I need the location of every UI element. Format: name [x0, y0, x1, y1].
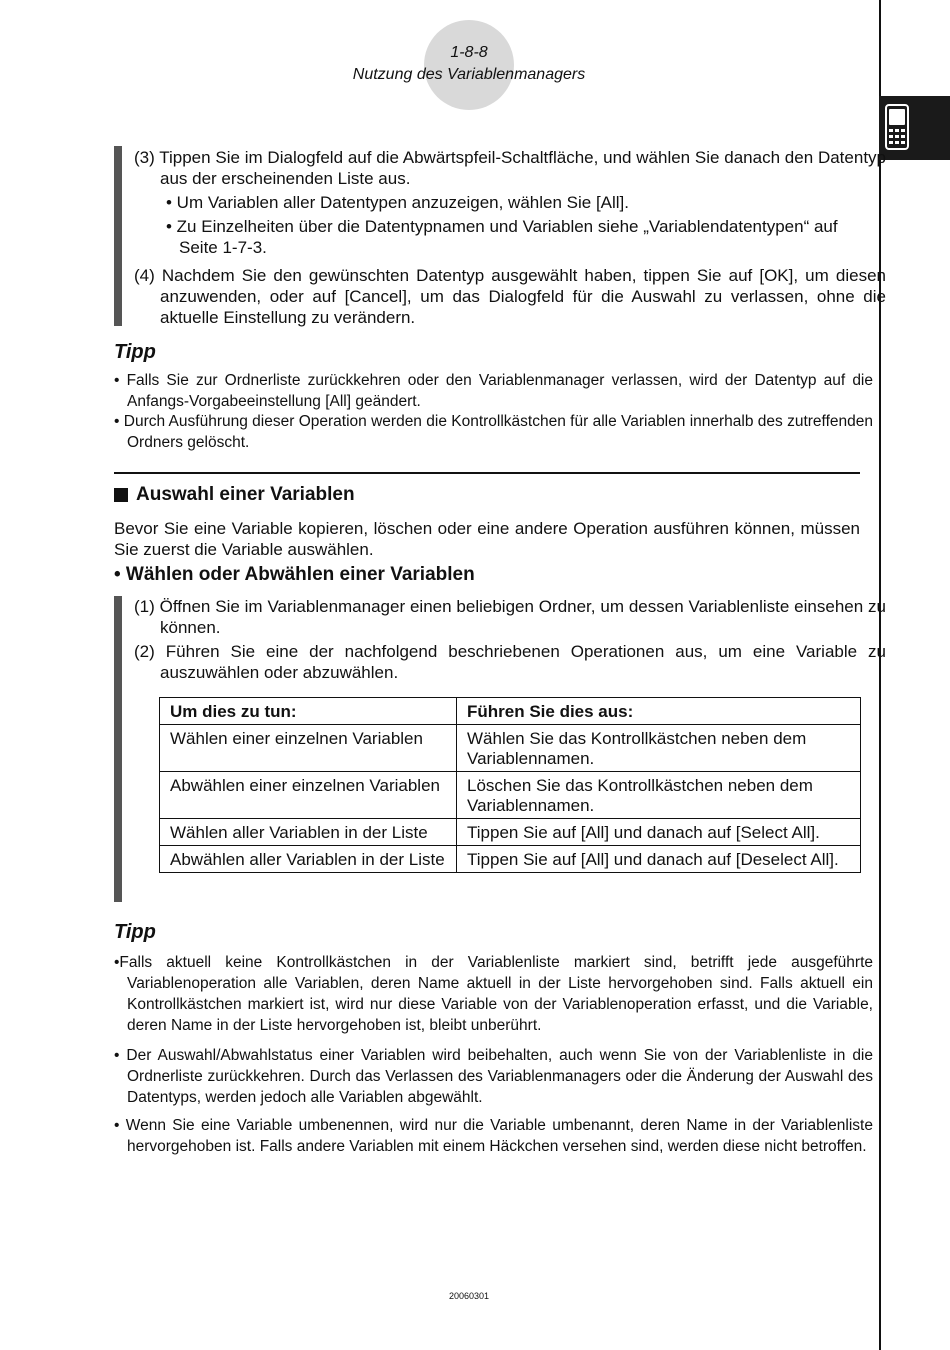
table-header-cell: Um dies zu tun: [160, 698, 457, 725]
tipp-item: • Wenn Sie eine Variable umbenennen, wird nur die Variable umbenannt, deren Name in der Variablenliste hervorgehoben ist. Falls andere Variablen mit einem Häckchen versehen sind, werden diese nicht betroffen. [114, 1117, 873, 1155]
table-cell: Wählen Sie das Kontrollkästchen neben dem Variablennamen. [457, 725, 861, 772]
calculator-icon [885, 104, 909, 155]
table-row [160, 819, 861, 846]
tipp-item: • Durch Ausführung dieser Operation werden die Kontrollkästchen für alle Variablen innerhalb des zutreffenden Ordners gelöscht. [114, 413, 873, 451]
table-row [160, 725, 861, 772]
footer-code: 20060301 [448, 1291, 490, 1301]
table-header-row [160, 698, 861, 725]
table-cell: Abwählen aller Variablen in der Liste [160, 846, 457, 873]
table-cell: Wählen einer einzelnen Variablen [160, 725, 457, 772]
tipp-item: •Falls aktuell keine Kontrollkästchen in der Variablenliste markiert sind, betrifft jede ausgeführte Variablenoperation alle Variablen, deren Name aktuell in der Liste hervorgehoben sind. Falls aktuell ein Kontrollkästchen markiert ist, wird nur diese Variable von der Variablenoperation erfasst, und die Variable, deren Name in der Liste hervorgehoben ist, bleibt unberührt. [114, 954, 873, 1034]
tipp-item: • Falls Sie zur Ordnerliste zurückkehren oder den Variablenmanager verlassen, wird der Datentyp auf die Anfangs-Vorgabeeinstellung [All] geändert. [114, 372, 873, 410]
section-intro: Bevor Sie eine Variable kopieren, löschen oder eine andere Operation ausführen können, müssen Sie zuerst die Variable auswählen. [114, 519, 860, 559]
procedure-bar [114, 596, 122, 902]
section-divider [114, 472, 860, 474]
section-heading [114, 484, 355, 506]
step-3-bullet-2: • Zu Einzelheiten über die Datentypnamen und Variablen siehe „Variablendatentypen“ auf Seite 1-7-3. [166, 217, 838, 257]
square-bullet-icon [114, 488, 128, 502]
operations-table [159, 697, 861, 873]
table-cell: Tippen Sie auf [All] und danach auf [Select All]. [457, 819, 861, 846]
table-cell: Abwählen einer einzelnen Variablen [160, 772, 457, 819]
step-3-bullet-1: • Um Variablen aller Datentypen anzuzeigen, wählen Sie [All]. [166, 193, 630, 212]
step-2: (2) Führen Sie eine der nachfolgend beschriebenen Operationen aus, um eine Variable zu auszuwählen oder abzuwählen. [134, 642, 886, 682]
table-header-cell: Führen Sie dies aus: [457, 698, 861, 725]
table-cell: Wählen aller Variablen in der Liste [160, 819, 457, 846]
step-3: (3) Tippen Sie im Dialogfeld auf die Abwärtspfeil-Schaltfläche, und wählen Sie danach den Datentyp aus der erscheinenden Liste aus. [134, 148, 886, 188]
section-heading-text: Auswahl einer Variablen [136, 484, 355, 505]
table-cell: Löschen Sie das Kontrollkästchen neben dem Variablennamen. [457, 772, 861, 819]
step-4: (4) Nachdem Sie den gewünschten Datentyp ausgewählt haben, tippen Sie auf [OK], um diesen anzuwenden, oder auf [Cancel], um das Dialogfeld für die Auswahl zu verlassen, ohne die aktuelle Einstellung zu verändern. [134, 266, 886, 327]
tipp-heading: Tipp [114, 921, 156, 943]
sub-heading: • Wählen oder Abwählen einer Variablen [114, 564, 475, 585]
tipp-heading: Tipp [114, 341, 156, 363]
table-row [160, 772, 861, 819]
table-cell: Tippen Sie auf [All] und danach auf [Deselect All]. [457, 846, 861, 873]
header-circle-decoration [424, 20, 514, 110]
chapter-tab [879, 96, 950, 160]
procedure-bar [114, 146, 122, 326]
page-number: 1-8-8 [450, 44, 488, 61]
step-1: (1) Öffnen Sie im Variablenmanager einen beliebigen Ordner, um dessen Variablenliste einsehen zu können. [134, 597, 886, 637]
table-row [160, 846, 861, 873]
tipp-item: • Der Auswahl/Abwahlstatus einer Variablen wird beibehalten, auch wenn Sie von der Variablenliste in die Ordnerliste zurückkehren. Durch das Verlassen des Variablenmanagers oder die Änderung der Auswahl des Datentyps, werden jedoch alle Variablen abgewählt. [114, 1047, 873, 1106]
page-title: Nutzung des Variablenmanagers [352, 66, 586, 83]
